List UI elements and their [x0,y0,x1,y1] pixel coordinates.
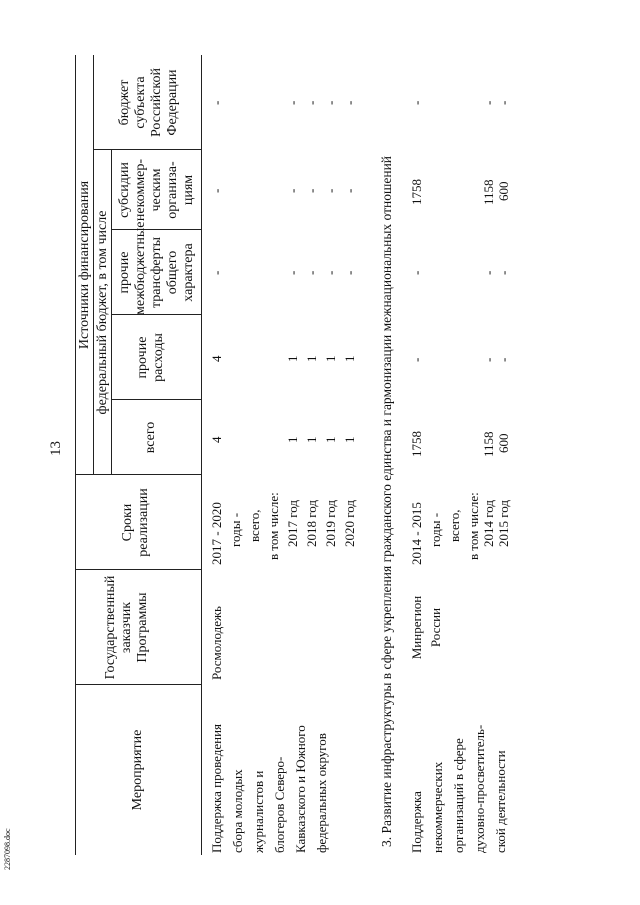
row1-period-5: 2017 год [285,500,300,547]
row2-subsidies-3: 600 [496,181,511,201]
row1-period-3: всего, [247,509,262,542]
row1-period-2: годы - [228,512,243,547]
row1-other-5: 1 [342,355,357,362]
row2-period-2: годы - [428,512,443,547]
row1-period-7: 2019 год [323,500,338,547]
row2-transfers-dash-2: - [481,270,496,275]
header-period-2: реализации [136,488,151,557]
header-regional-1: бюджет [117,79,132,126]
header-customer-1: Государственный [103,575,118,680]
footer-filename: 2287098.doc [3,828,12,870]
header-transfers-2: межбюджетные [133,221,148,315]
row1-transfers-dash-3: - [304,270,319,275]
row2-period-3: всего, [447,509,462,542]
row2-period-5: 2014 год [481,500,496,547]
row2-total-2: 1158 [481,431,496,457]
row1-regional-dash-4: - [323,100,338,105]
header-customer-2: заказчик [119,601,134,654]
row2-regional-dash-2: - [481,100,496,105]
row1-period-4: в том числе: [266,492,281,560]
header-total: всего [143,421,158,454]
row2-subsidies-1: 1758 [409,179,424,205]
row1-activity-4: блогеров Северо- [272,756,287,853]
row2-activity-4: духовно-просветитель- [472,724,487,853]
row2-period-4: в том числе: [466,492,481,560]
federal-line [111,150,112,475]
header-federal: федеральный бюджет, в том числе [95,210,110,415]
row1-subsidies-dash-5: - [342,188,357,193]
row1-activity-2: сбора молодых [230,769,245,853]
row2-activity-2: некоммерческих [430,761,445,853]
row2-customer-2: России [428,607,443,648]
row1-total-3: 1 [304,436,319,443]
row1-regional-dash-3: - [304,100,319,105]
header-regional-2: субъекта [133,76,148,129]
row2-total-3: 600 [496,433,511,453]
row1-period-6: 2018 год [304,500,319,547]
sources-line [93,55,94,475]
header-transfers-1: прочие [117,251,132,294]
row1-regional-dash-2: - [285,100,300,105]
row2-period-1: 2014 - 2015 [409,502,424,565]
header-subsidies-4: организа- [165,161,180,219]
row1-regional-dash-1: - [209,100,224,105]
row1-total-5: 1 [342,436,357,443]
row1-other-1: 4 [209,355,224,362]
row2-activity-5: ской деятельности [493,750,508,853]
row1-subsidies-dash-4: - [323,188,338,193]
header-subsidies-5: циям [181,174,196,206]
row2-other-dash-3: - [496,357,511,362]
header-transfers-5: характера [181,243,196,302]
row2-activity-1: Поддержка [409,791,424,853]
row1-activity-6: федеральных округов [314,733,329,853]
header-subsidies-3: ческим [149,168,164,212]
row1-activity-5: Кавказского и Южного [293,725,308,853]
row1-other-3: 1 [304,355,319,362]
header-sources: Источники финансирования [77,180,92,350]
row2-period-6: 2015 год [496,500,511,547]
row1-transfers-dash-2: - [285,270,300,275]
row1-total-4: 1 [323,436,338,443]
row1-regional-dash-5: - [342,100,357,105]
header-other-expenses-1: прочие [135,336,150,379]
row2-other-dash-2: - [481,357,496,362]
row2-subsidies-2: 1158 [481,179,496,205]
page-number: 13 [48,441,64,456]
row1-transfers-dash-5: - [342,270,357,275]
row1-total-1: 4 [209,436,224,443]
section-3-heading: 3. Развитие инфраструктуры в сфере укрепления гражданского единства и гармонизации межнациональных отношений [379,155,394,847]
row1-period-8: 2020 год [342,500,357,547]
row1-subsidies-dash-2: - [285,188,300,193]
row1-other-2: 1 [285,355,300,362]
table-top-line [75,55,76,855]
row1-activity-1: Поддержка проведения [209,723,224,853]
header-regional-3: Российской [149,68,164,137]
row2-total-1: 1758 [409,431,424,457]
table-header-bottom-line [201,55,202,855]
row2-other-dash-1: - [409,357,424,362]
row1-total-2: 1 [285,436,300,443]
header-transfers-4: общего [165,250,180,295]
header-subsidies-2: некоммер- [133,158,148,222]
row1-subsidies-dash-1: - [209,188,224,193]
header-other-expenses-2: расходы [151,333,166,382]
row1-other-4: 1 [323,355,338,362]
row2-regional-dash-3: - [496,100,511,105]
row1-subsidies-dash-3: - [304,188,319,193]
row1-transfers-dash-4: - [323,270,338,275]
row2-regional-dash-1: - [409,100,424,105]
row1-period-1: 2017 - 2020 [209,502,224,565]
row1-transfers-dash-1: - [209,270,224,275]
header-activity: Мероприятие [130,729,145,811]
header-customer-3: Программы [135,592,150,663]
rotated-table [75,55,620,855]
row1-activity-3: журналистов и [251,770,266,853]
header-subsidies-1: субсидии [117,162,132,218]
row2-activity-3: организаций в сфере [451,738,466,853]
row1-customer: Росмолодежь [209,606,224,680]
row2-customer-1: Минрегион [409,595,424,660]
header-transfers-3: трансферты [149,237,164,309]
header-regional-4: Федерации [165,69,180,136]
header-period-1: Сроки [120,503,135,542]
row2-transfers-dash-3: - [496,270,511,275]
row2-transfers-dash-1: - [409,270,424,275]
